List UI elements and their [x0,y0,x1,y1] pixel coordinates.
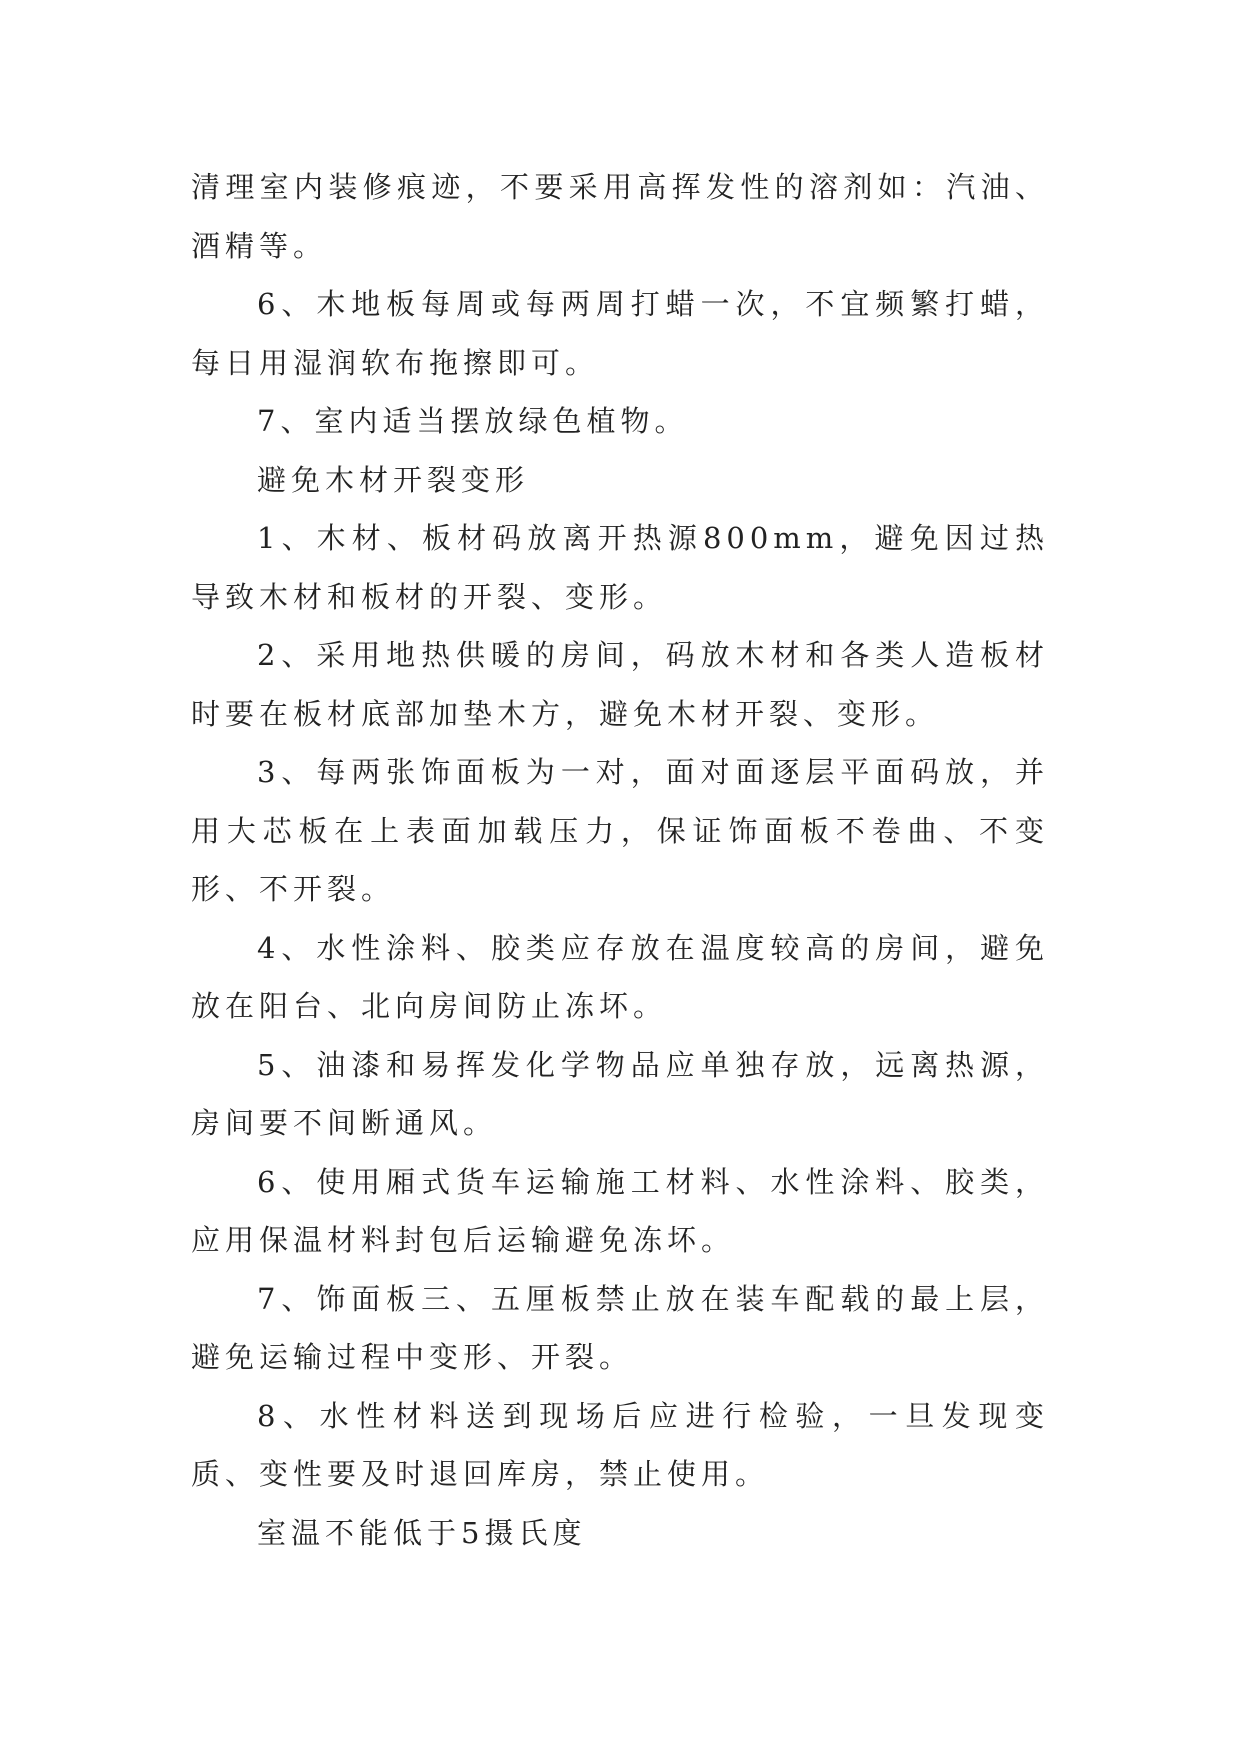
paragraph-item-5: 5、油漆和易挥发化学物品应单独存放，远离热源，房间要不间断通风。 [191,1047,1049,1140]
paragraph-closing-note: 室温不能低于5摄氏度 [257,1515,587,1550]
paragraph-item-6: 6、使用厢式货车运输施工材料、水性涂料、胶类，应用保温材料封包后运输避免冻坏。 [191,1164,1049,1257]
paragraph-item-8: 8、水性材料送到现场后应进行检验，一旦发现变质、变性要及时退回库房，禁止使用。 [191,1398,1049,1491]
paragraph-item-6-floor-wax: 6、木地板每周或每两周打蜡一次，不宜频繁打蜡，每日用湿润软布拖擦即可。 [191,287,1049,380]
paragraph-item-3: 3、每两张饰面板为一对，面对面逐层平面码放，并用大芯板在上表面加载压力，保证饰面板不卷曲、不变形、不开裂。 [191,755,1049,906]
paragraph-item-1: 1、木材、板材码放离开热源800mm，避免因过热导致木材和板材的开裂、变形。 [191,521,1049,614]
paragraph-item-4: 4、水性涂料、胶类应存放在温度较高的房间，避免放在阳台、北向房间防止冻坏。 [191,930,1049,1023]
paragraph-item-2: 2、采用地热供暖的房间，码放木材和各类人造板材时要在板材底部加垫木方，避免木材开裂、变形。 [191,638,1049,731]
section-heading: 避免木材开裂变形 [257,462,530,497]
paragraph-cleaning-note: 清理室内装修痕迹，不要采用高挥发性的溶剂如：汽油、酒精等。 [191,170,1049,263]
paragraph-item-7-plants: 7、室内适当摆放绿色植物。 [257,404,689,438]
paragraph-item-7: 7、饰面板三、五厘板禁止放在装车配载的最上层，避免运输过程中变形、开裂。 [191,1281,1049,1374]
document-body [191,158,1049,1562]
